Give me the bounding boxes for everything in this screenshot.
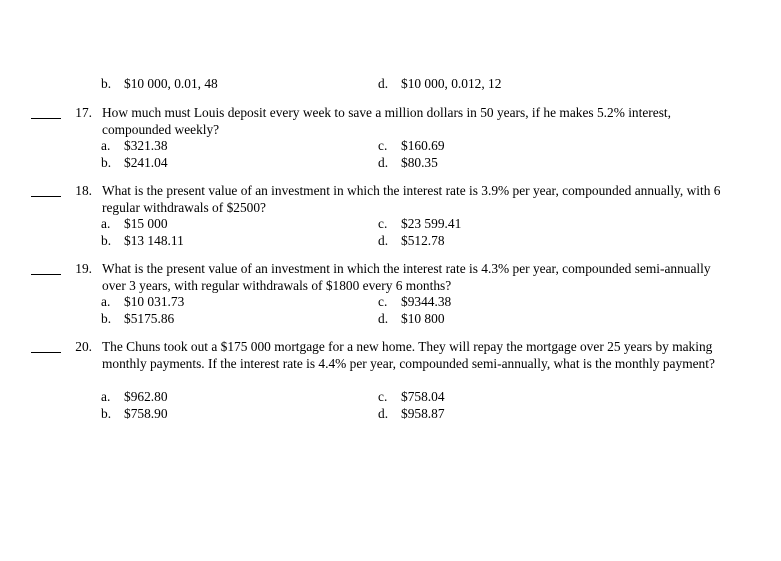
- question-number: 20.: [75, 339, 92, 354]
- options-row-2: [0, 310, 781, 327]
- options-row-1: [0, 215, 781, 232]
- question-text: The Chuns took out a $175 000 mortgage for a new home. They will repay the mortgage over 25 years by making monthly payments. If the interest rate is 4.4% per year, compounded semi-annually, what is the monthly payment?: [102, 339, 715, 371]
- q16-option-d: d. $10 000, 0.012, 12: [378, 76, 502, 91]
- option-a: a. $321.38: [101, 138, 168, 153]
- options-row-1: [0, 388, 781, 405]
- answer-blank-18[interactable]: [31, 196, 61, 197]
- option-c: c. $160.69: [378, 138, 445, 153]
- options-row-2: [0, 232, 781, 249]
- question-number: 17.: [75, 105, 92, 120]
- answer-blank-20[interactable]: [31, 352, 61, 353]
- option-d: d. $80.35: [378, 155, 438, 170]
- option-b: b. $241.04: [101, 155, 168, 170]
- q16-options-row-2: [0, 75, 781, 92]
- options-row-1: [0, 293, 781, 310]
- option-b: b. $758.90: [101, 406, 168, 421]
- option-b: b. $5175.86: [101, 311, 175, 326]
- question-text: What is the present value of an investment in which the interest rate is 4.3% per year, compounded semi-annually over 3 years, with regular withdrawals of $1800 every 6 months?: [102, 261, 711, 293]
- q16-option-b: b. $10 000, 0.01, 48: [101, 76, 218, 91]
- answer-blank-19[interactable]: [31, 274, 61, 275]
- question-text: What is the present value of an investment in which the interest rate is 3.9% per year, compounded annually, with 6 regular withdrawals of $2500?: [102, 183, 721, 215]
- option-c: c. $758.04: [378, 389, 445, 404]
- option-c: c. $23 599.41: [378, 216, 462, 231]
- options-row-1: [0, 137, 781, 154]
- answer-blank-17[interactable]: [31, 118, 61, 119]
- option-d: d. $10 800: [378, 311, 445, 326]
- option-a: a. $10 031.73: [101, 294, 185, 309]
- option-a: a. $15 000: [101, 216, 168, 231]
- options-row-2: [0, 405, 781, 422]
- option-d: d. $512.78: [378, 233, 445, 248]
- option-c: c. $9344.38: [378, 294, 452, 309]
- options-row-2: [0, 154, 781, 171]
- option-b: b. $13 148.11: [101, 233, 184, 248]
- question-number: 18.: [75, 183, 92, 198]
- question-text: How much must Louis deposit every week to save a million dollars in 50 years, if he makes 5.2% interest, compounded weekly?: [102, 105, 671, 137]
- question-number: 19.: [75, 261, 92, 276]
- option-a: a. $962.80: [101, 389, 168, 404]
- option-d: d. $958.87: [378, 406, 445, 421]
